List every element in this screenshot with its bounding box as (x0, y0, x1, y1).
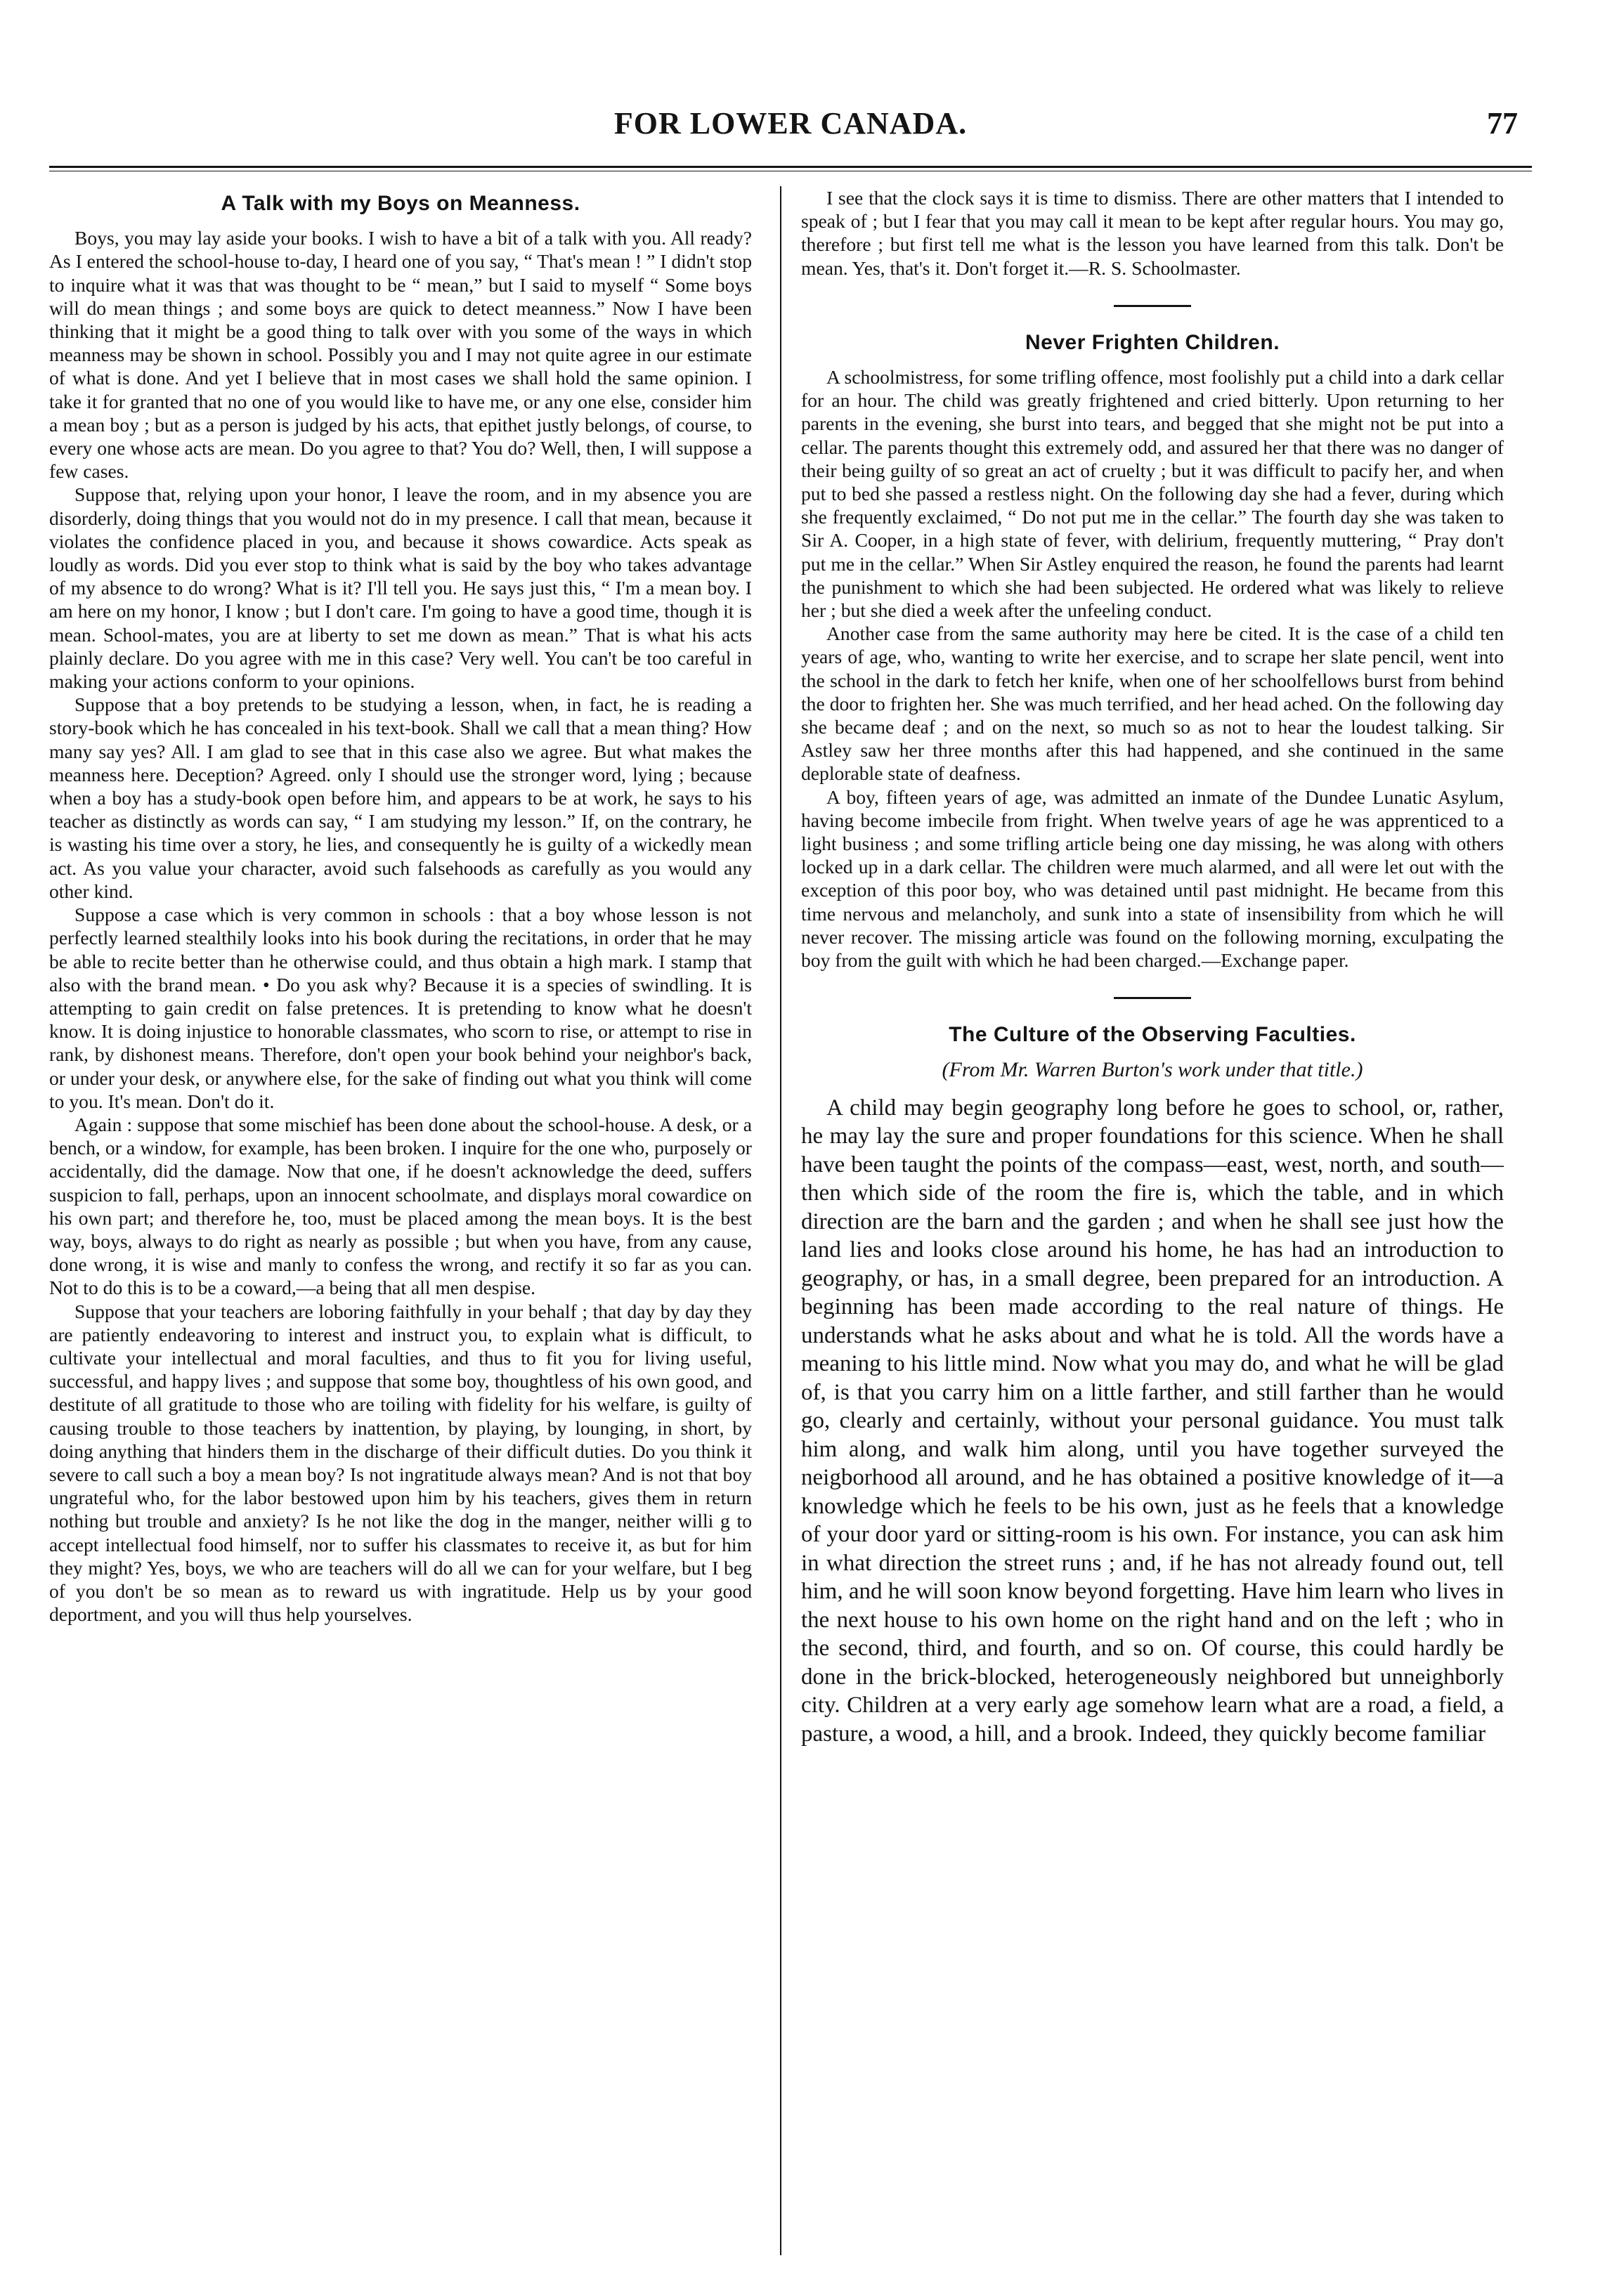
left-column (49, 186, 752, 2259)
article-title: The Culture of the Observing Faculties. (949, 1023, 1356, 1047)
article-title: Never Frighten Children. (1025, 330, 1280, 354)
article-paragraph: Suppose a case which is very common in schools : that a boy whose lesson is not perfectly learned stealthily looks into his book during the recitations, in order that he may be able to recite better than he otherwise could, and thus obtain a high mark. I stamp that also with the brand mean. • Do you ask why? Because it is a species of swindling. It is attempting to gain credit on false pretences. It is pretending to know what he doesn't know. It is doing injustice to honorable classmates, who scorn to rise, or attempt to rise in rank, by dishonest means. Therefore, don't open your book behind your neighbor's back, or under your desk, or anywhere else, for the sake of finding out what you think will come to you. It's mean. Don't do it. (49, 904, 752, 1112)
article-paragraph: Boys, you may lay aside your books. I wish to have a bit of a talk with you. All ready? As I entered the school-house to-day, I heard one of you say, “ That's mean ! ” I didn't stop to inquire what it was that was thought to be “ mean,” but I said to myself “ Some boys will do mean things ; and some boys are quick to detect meanness.” Now I have been thinking that it might be a good thing to talk over with you some of the ways in which meanness may be shown in school. Possibly you and I may not quite agree in our estimate of what is done. And yet I believe that in most cases we shall hold the same opinion. I take it for granted that no one of you would like to have me, or any one else, consider him a mean boy ; but as a person is judged by his acts, that epithet justly belongs, of course, to every one whose acts are mean. Do you agree to that? You do? Well, then, I will suppose a few cases. (49, 227, 752, 483)
article-paragraph: Again : suppose that some mischief has been done about the school-house. A desk, or a bench, or a window, for example, has been broken. I inquire for the one who, purposely or accidentally, did the damage. Now that one, if he doesn't acknowledge the deed, suffers suspicion to fall, perhaps, upon an innocent schoolmate, and displays moral cowardice on his own part; and therefore he, too, must be placed among the mean boys. It is the best way, boys, always to do right as nearly as possible ; but when you have, from any cause, done wrong, it is wise and manly to confess the wrong, and rectify it so far as you can. Not to do this is to be a coward,—a being that all men despise. (49, 1113, 752, 1299)
article-paragraph: I see that the clock says it is time to dismiss. There are other matters that I intended to speak of ; but I fear that you may call it mean to be kept after regular hours. You may go, therefore ; but first tell me what is the lesson you have learned from this talk. Don't be mean. Yes, that's it. Don't forget it.—R. S. Schoolmaster. (801, 187, 1504, 279)
article-paragraph: A schoolmistress, for some trifling offence, most foolishly put a child into a dark cellar for an hour. The child was greatly frightened and cried bitterly. Upon returning to her parents in the evening, she burst into tears, and begged that she might not be put into a cellar. The parents thought this extremely odd, and assured her that there was no danger of their being guilty of so great an act of cruelty ; but it was difficult to pacify her, and when put to bed she passed a restless night. On the following day she had a fever, during which she frequently exclaimed, “ Do not put me in the cellar.” The fourth day she was taken to Sir A. Cooper, in a high state of fever, with delirium, frequently muttering, “ Pray don't put me in the cellar.” When Sir Astley enquired the reason, he found the parents had learnt the punishment to which she had been subjected. He ordered what was likely to relieve her ; but she died a week after the unfeeling conduct. (801, 366, 1504, 622)
section-separator (1114, 997, 1191, 999)
article-paragraph: A child may begin geography long before he goes to school, or, rather, he may lay the sure and proper foundations for this science. When he shall have been taught the points of the compass—east, west, north, and south—then which side of the room the fire is, which the table, and in which direction are the barn and the garden ; and when he shall see just how the land lies and looks close around his home, he has had an introduction to geography, or has, in a small degree, been prepared for an introduction. A beginning has been made according to the real nature of things. He understands what he asks about and what he is told. All the words have a meaning to his little mind. Now what you may do, and what he will be glad of, is that you carry him on a little farther, and still farther than he would go, clearly and certainly, without your personal guidance. You must talk him along, and walk him along, until you have together surveyed the neigborhood all around, and he has obtained a positive knowledge of it—a knowledge which he feels to be his own, just as he feels that a knowledge of your door yard or sitting-room is his own. For instance, you can ask him in what direction the street runs ; and, if he has not already found out, tell him, and he will soon know beyond forgetting. Have him learn who lives in the next house to his own home on the right hand and on the left ; who in the second, third, and fourth, and so on. Of course, this could hardly be done in the brick-blocked, heterogeneously neighbored but unneighborly city. Children at a very early age somehow learn what are a road, a field, a pasture, a wood, a hill, and a brook. Indeed, they quickly become familiar (801, 1095, 1504, 1747)
article-paragraph: Suppose that, relying upon your honor, I leave the room, and in my absence you are disorderly, doing things that you would not do in my presence. I call that mean, because it violates the confidence placed in you, and because it shows cowardice. Acts speak as loudly as words. Did you ever stop to think what is said by the boy who takes advantage of my absence to do wrong? What is it? I'll tell you. He says just this, “ I'm a mean boy. I am here on my honor, I know ; but I don't care. I'm going to have a good time, though it is mean. School-mates, you are at liberty to set me down as mean.” That is what his acts plainly declare. Do you agree with me in this case? Very well. You can't be too careful in making your actions conform to your opinions. (49, 483, 752, 693)
header-rule-thick (49, 166, 1532, 168)
newspaper-page (49, 105, 1532, 2269)
article-byline: (From Mr. Warren Burton's work under that title.) (942, 1057, 1363, 1081)
column-divider (780, 186, 781, 2255)
running-title: FOR LOWER CANADA. (613, 106, 968, 141)
article-paragraph: Suppose that a boy pretends to be studying a lesson, when, in fact, he is reading a story-book which he has concealed in his text-book. Shall we call that a mean thing? How many say yes? All. I am glad to see that in this case also we agree. But what makes the meanness here. Deception? Agreed. only I should use the stronger word, lying ; because when a boy has a study-book open before him, and appears to be at work, he says to his teacher as distinctly as words can say, “ I am studying my lesson.” If, on the contrary, he is wasting his time over a story, he lies, and consequently he is guilty of a wickedly mean act. As you value your character, avoid such falsehoods as carefully as you would any other kind. (49, 693, 752, 902)
article-paragraph: A boy, fifteen years of age, was admitted an inmate of the Dundee Lunatic Asylum, having become imbecile from fright. When twelve years of age he was apprenticed to a light business ; and some trifling article being one day missing, he was along with others locked up in a dark cellar. The children were much alarmed, and all were let out with the exception of this poor boy, who was detained until past midnight. He became from this time nervous and melancholy, and sunk into a state of insensibility from which he will never recover. The missing article was found on the following morning, exculpating the boy from the guilt with which he had been charged.—Exchange paper. (801, 785, 1504, 972)
right-column (801, 186, 1504, 2259)
section-separator (1114, 305, 1191, 307)
page-header (49, 105, 1532, 155)
article-title: A Talk with my Boys on Meanness. (221, 192, 580, 215)
article-paragraph: Suppose that your teachers are loboring faithfully in your behalf ; that day by day they are patiently endeavoring to interest and instruct you, to explain what is difficult, to cultivate your intellectual and moral faculties, and thus to fit you for living useful, successful, and happy lives ; and suppose that some boy, thoughtless of his own good, and destitute of all gratitude to those who are toiling with fidelity for his welfare, is guilty of causing trouble to those teachers by inattention, by playing, by lounging, in short, by doing anything that hinders them in the discharge of their difficult duties. Do you think it severe to call such a boy a mean boy? Is not ingratitude always mean? And is not that boy ungrateful who, for the labor bestowed upon him by his teachers, gives them in return nothing but trouble and anxiety? Is he not like the dog in the manger, neither willi g to accept intellectual food himself, nor to suffer his classmates to receive it, as but for him they might? Yes, boys, we who are teachers will do all we can for your welfare, but I beg of you don't be so mean as to reward us with ingratitude. Help us by your good deportment, and you will thus help yourselves. (49, 1300, 752, 1626)
page-number: 77 (1487, 106, 1518, 141)
article-paragraph: Another case from the same authority may here be cited. It is the case of a child ten years of age, who, wanting to write her exercise, and to scrape her slate pencil, went into the school in the dark to fetch her knife, when one of her schoolfellows burst from behind the door to frighten her. She was much terrified, and her head ached. On the following day she became deaf ; and on the next, so much so as not to hear the loudest talking. Sir Astley saw her three months after this had happened, and she continued in the same deplorable state of deafness. (801, 622, 1504, 785)
